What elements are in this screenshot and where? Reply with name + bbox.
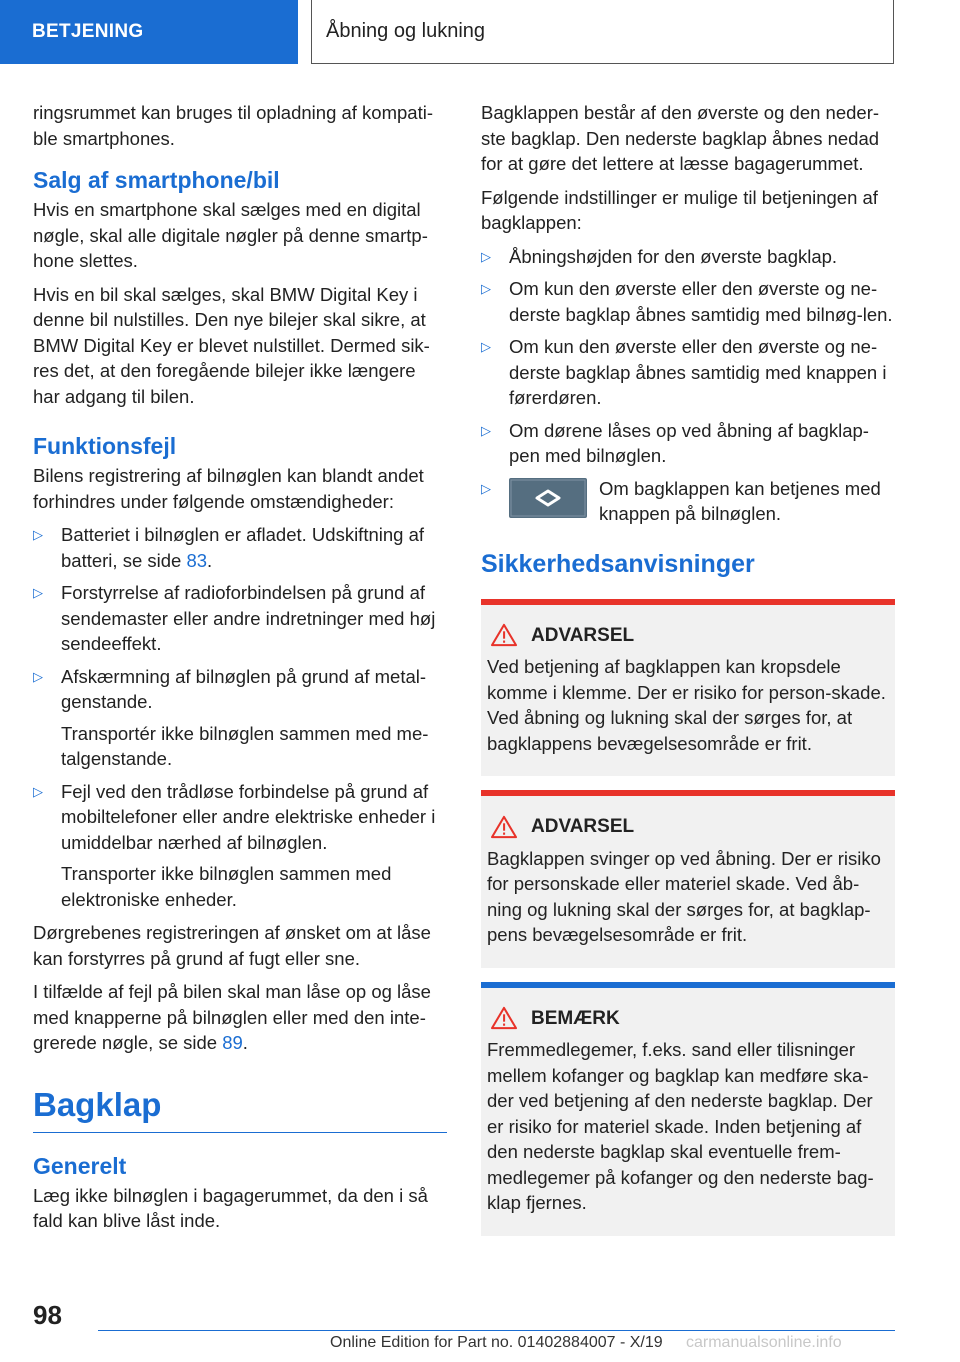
fault-paragraph: I tilfælde af fejl på bilen skal man låse op og låse med knapperne på bilnøglen eller med den inte-grerede nøgle, se side 89. [33,981,431,1053]
list-item: ▷ Afskærmning af bilnøglen på grund af metal-genstande. Transportér ikke bilnøglen sammen med me-talgenstande. [33,664,447,772]
notice-box [481,982,895,1236]
footer-edition: Online Edition for Part no. 01402884007 - X/19 [330,1334,663,1351]
list-item: ▷ Fejl ved den trådløse forbindelse på grund af mobiltelefoner eller andre elektriske enheder i umiddelbar nærhed af bilnøglen. Transporter ikke bilnøglen sammen med elektroniske enheder. [33,779,447,913]
warning-title: ADVARSEL [531,624,635,646]
page-link-89[interactable]: 89 [222,1032,243,1053]
heading-salg: Salg af smartphone/bil [33,167,280,193]
salg-paragraph-1: Hvis en smartphone skal sælges med en digital nøgle, skal alle digitale nøgler på denne smartp-hone slettes. [33,199,428,271]
footer-divider [98,1330,895,1331]
page-number: 98 [33,1300,62,1330]
triangle-bullet-icon: ▷ [481,248,491,264]
warning-box-1 [481,599,895,777]
bagklap-paragraph-2: Følgende indstillinger er mulige til betjeningen af bagklappen: [481,186,878,233]
section-tab: BETJENING [0,0,298,64]
right-column [481,100,895,1250]
list-subtext: Transportér ikke bilnøglen sammen med me-talgenstande. [61,722,429,769]
list-item: ▷ Om kun den øverste eller den øverste og ne-derste bagklap åbnes samtidig med knappen i førerdøren. [481,336,887,408]
fault-list [33,522,447,912]
list-item: ▷ Om dørene låses op ved åbning af bagklap-pen med bilnøglen. [481,419,869,466]
triangle-bullet-icon: ▷ [33,783,43,799]
intro-paragraph: ringsrummet kan bruges til opladning af kompati-ble smartphones. [33,102,433,149]
bagklap-paragraph-1: Bagklappen består af den øverste og den neder-ste bagklap. Den nederste bagklap åbnes nedad for at gøre det lettere at læsse bagagerummet. [481,102,880,174]
warning-box-2 [481,790,895,968]
warning-icon [489,623,519,647]
tailgate-button-icon [509,478,587,518]
triangle-bullet-icon: ▷ [481,422,491,438]
triangle-bullet-icon: ▷ [33,527,43,542]
page-header [0,0,960,66]
list-subtext: Transporter ikke bilnøglen sammen med elektroniske enheder. [61,863,392,910]
list-item: ▷ Forstyrrelse af radioforbindelsen på grund af sendemaster eller andre indretninger med høj sendeeffekt. [33,582,436,654]
fejl-intro: Bilens registrering af bilnøglen kan blandt andet forhindres under følgende omstændigheder: [33,465,424,512]
notice-text: Fremmedlegemer, f.eks. sand eller tilisninger mellem kofanger og bagklap kan medføre ska-der ved betjening af den nederste bagklap. Der er risiko for materiel skade. Inden betjening af den nederste bagklap skal eventuelle frem-medlegemer på kofanger og den nederste bag-klap fjernes. [487,1039,874,1213]
salg-paragraph-2: Hvis en bil skal sælges, skal BMW Digital Key i denne bil nulstilles. Den nye bilejer skal sikre, at BMW Digital Key er blevet nulstillet. Dermed sik-res det, at den foregående bilejer ikke længere har adgang til bilen. [33,283,430,407]
page-link-83[interactable]: 83 [186,549,208,571]
heading-funktionsfejl: Funktionsfejl [33,433,177,459]
notice-title: BEMÆRK [531,1007,620,1029]
triangle-bullet-icon: ▷ [481,480,491,496]
heading-generelt: Generelt [33,1152,127,1179]
warning-title: ADVARSEL [531,816,635,837]
warning-text: Bagklappen svinger op ved åbning. Der er risiko for personskade eller materiel skade. Ved åb-ning og lukning skal der sørges for, at bagklap-pens bevægelsesområde er frit. [487,847,881,945]
list-item: ▷ Om bagklappen kan betjenes med knappen på bilnøglen. [481,477,881,524]
warning-icon [489,815,519,839]
door-paragraph: Dørgrebenes registreringen af ønsket om at låse kan forstyrres på grund af fugt eller sne. [33,922,431,969]
triangle-bullet-icon: ▷ [33,585,43,600]
list-item: ▷ Batteriet i bilnøglen er afladet. Udskiftning af batteri, se side 83. [33,524,424,571]
list-item: ▷ Åbningshøjden for den øverste bagklap. [481,244,895,270]
warning-text: Ved betjening af bagklappen kan kropsdele komme i klemme. Der er risiko for person-skade. Ved åbning og lukning skal der sørges for, at bagklappens bevægelsesområde er frit. [487,656,886,754]
triangle-bullet-icon: ▷ [33,668,43,684]
caution-icon [489,1006,519,1030]
heading-sikkerhed: Sikkerhedsanvisninger [481,549,755,578]
heading-bagklap: Bagklap [33,1084,447,1133]
left-column [33,100,447,1242]
generelt-paragraph: Læg ikke bilnøglen i bagagerummet, da den i så fald kan blive låst inde. [33,1184,428,1231]
triangle-bullet-icon: ▷ [481,339,491,354]
watermark: carmanualsonline.info [686,1334,842,1351]
settings-list [481,244,895,527]
chapter-title: Åbning og lukning [311,0,894,64]
triangle-bullet-icon: ▷ [481,281,491,296]
list-item: ▷ Om kun den øverste eller den øverste og ne-derste bagklap åbnes samtidig med bilnøg-len. [481,278,893,325]
